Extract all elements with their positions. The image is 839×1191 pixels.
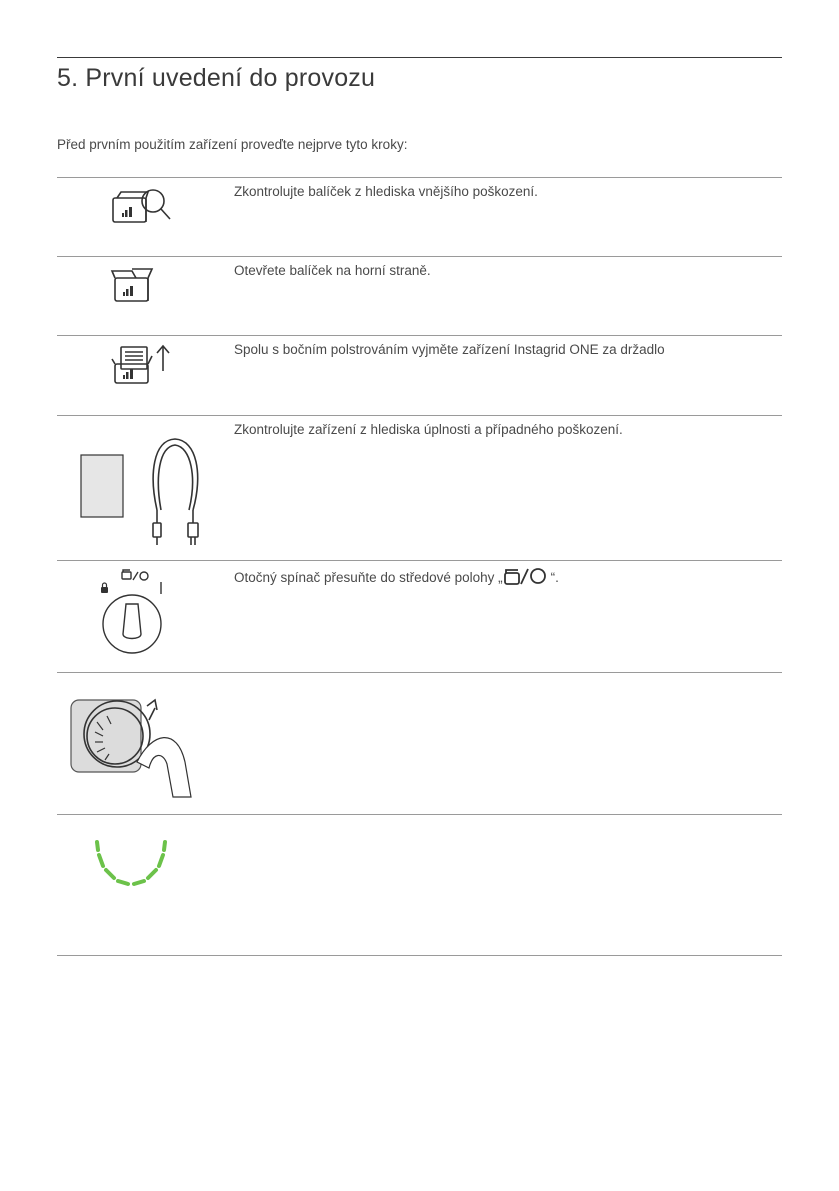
step-2 [57, 256, 782, 335]
box-lift-icon [57, 335, 227, 415]
open-box-icon [57, 256, 227, 335]
step-4 [57, 415, 782, 560]
step-7 [57, 814, 782, 955]
manual-and-cable-icon [57, 415, 227, 560]
plug-twist-icon [57, 672, 227, 814]
step-1-text: Zkontrolujte balíček z hlediska vnějšího poškození. [234, 184, 538, 199]
step-5-text-before: Otočný spínač přesuňte do středové polohy „ [234, 570, 503, 585]
page-title: 5. První uvedení do provozu [57, 64, 376, 92]
top-rule [57, 57, 782, 58]
box-magnifier-icon [57, 177, 227, 256]
step-5-text [234, 567, 559, 585]
step-5 [57, 560, 782, 672]
step-3 [57, 335, 782, 415]
intro-text: Před prvním použitím zařízení proveďte nejprve tyto kroky: [57, 137, 408, 152]
green-led-ring-icon [57, 814, 227, 955]
step-6 [57, 672, 782, 814]
step-1 [57, 177, 782, 256]
step-5-text-after: “. [550, 570, 559, 585]
step-4-text: Zkontrolujte zařízení z hlediska úplnosti a případného poškození. [234, 422, 623, 437]
step-3-text: Spolu s bočním polstrováním vyjměte zařízení Instagrid ONE za držadlo [234, 342, 665, 357]
divider [57, 955, 782, 956]
step-2-text: Otevřete balíček na horní straně. [234, 263, 431, 278]
switch-symbol-icon [504, 567, 550, 585]
rotary-switch-icon [57, 560, 227, 672]
